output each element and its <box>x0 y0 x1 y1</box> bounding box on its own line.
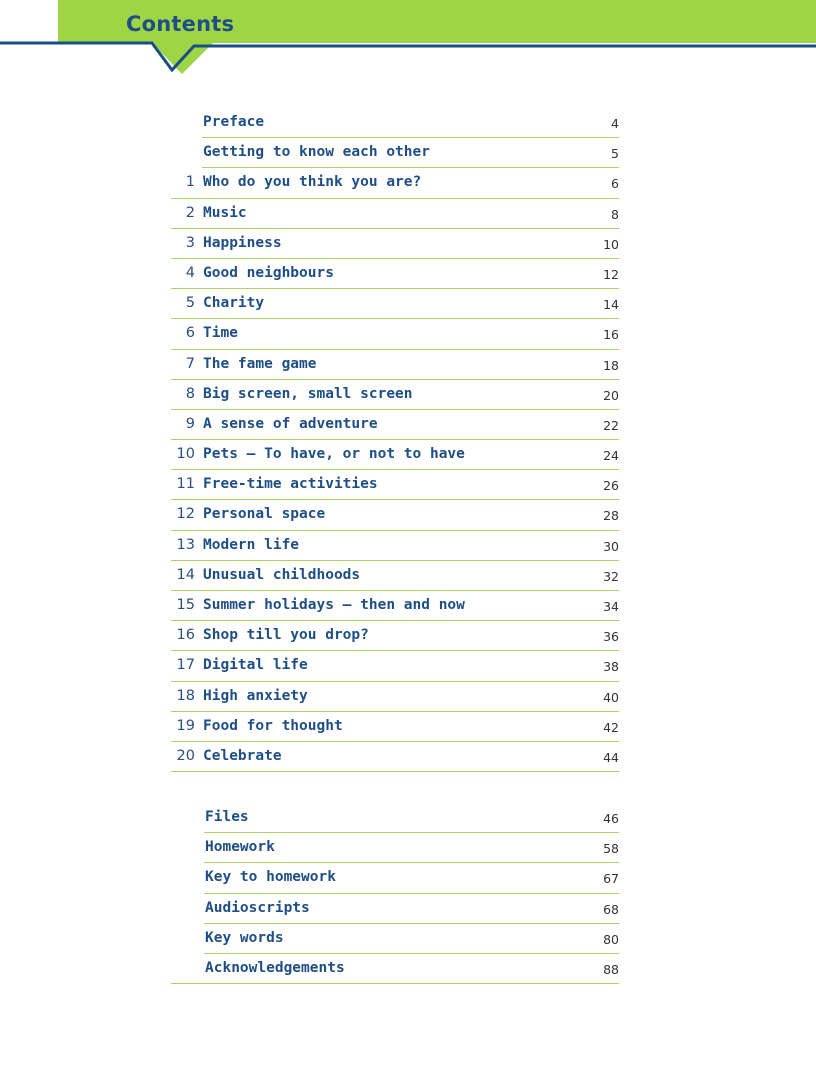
toc-entry <box>171 621 619 651</box>
toc-entry-page-number: 46 <box>603 811 619 826</box>
toc-entry-page-number: 58 <box>603 841 619 857</box>
toc-entry-page-number: 40 <box>603 689 619 705</box>
toc-entry-page-number: 4 <box>611 116 619 131</box>
toc-entry <box>171 380 619 410</box>
toc-entry-title: Food for thought <box>203 717 343 734</box>
toc-entry <box>171 319 619 349</box>
toc-entry-title: Who do you think you are? <box>203 174 422 191</box>
toc-entry <box>171 742 619 772</box>
toc-entry <box>171 803 619 833</box>
toc-entry <box>171 199 619 229</box>
toc-entry <box>171 591 619 621</box>
toc-entry-number: 18 <box>176 687 195 704</box>
toc-entry-title: A sense of adventure <box>203 415 378 432</box>
toc-entry-title: Key words <box>205 929 284 946</box>
toc-entry <box>171 138 619 168</box>
toc-entry-page-number: 44 <box>603 749 619 765</box>
toc-entry <box>171 894 619 924</box>
toc-entry-page-number: 36 <box>603 629 619 645</box>
toc-entry-number: 10 <box>176 446 195 463</box>
toc-entry-page-number: 26 <box>603 478 619 494</box>
toc-entry-number: 13 <box>176 536 195 553</box>
toc-entry-title: Audioscripts <box>205 899 310 916</box>
toc-entry-title: Free-time activities <box>203 476 378 493</box>
toc-entry <box>171 682 619 712</box>
toc-entry <box>171 863 619 893</box>
toc-entry-page-number: 18 <box>603 357 619 373</box>
toc-entry-number: 1 <box>185 174 195 191</box>
toc-entry-number: 6 <box>185 325 195 342</box>
toc-entry-number: 20 <box>176 747 195 764</box>
toc-entry-number: 15 <box>176 597 195 613</box>
toc-entry-number: 7 <box>185 355 195 372</box>
toc-entry-number: 3 <box>185 234 195 251</box>
toc-entry-number: 16 <box>176 627 195 644</box>
toc-entry-page-number: 68 <box>603 901 619 917</box>
toc-entry-title: Big screen, small screen <box>203 385 413 402</box>
toc-entry-page-number: 28 <box>603 508 619 524</box>
toc-entry-page-number: 6 <box>611 176 619 192</box>
toc-entry <box>171 531 619 561</box>
toc-entry-number: 17 <box>176 657 195 674</box>
toc-entry <box>171 168 619 198</box>
toc-appendix-list <box>171 803 619 984</box>
toc-entry-title: High anxiety <box>203 687 308 704</box>
toc-entry <box>171 440 619 470</box>
toc-entry-page-number: 34 <box>603 599 619 614</box>
toc-entry-page-number: 42 <box>603 719 619 735</box>
toc-entry <box>171 229 619 259</box>
toc-entry-number: 11 <box>176 476 195 493</box>
toc-entry-number: 2 <box>185 204 195 221</box>
toc-entry-title: Files <box>205 809 249 825</box>
page-title: Contents <box>126 12 235 36</box>
toc-entry <box>171 712 619 742</box>
toc-entry <box>171 259 619 289</box>
toc-entry-page-number: 88 <box>603 961 619 977</box>
toc-entry-page-number: 24 <box>603 448 619 464</box>
toc-entry-page-number: 38 <box>603 659 619 675</box>
toc-entry-title: Summer holidays – then and now <box>203 597 465 613</box>
toc-entry-title: Personal space <box>203 506 326 523</box>
toc-entry <box>171 289 619 319</box>
toc-entry-page-number: 10 <box>603 236 619 252</box>
toc-entry <box>171 410 619 440</box>
toc-entry-title: The fame game <box>203 355 317 372</box>
toc-entry <box>171 350 619 380</box>
toc-entry-page-number: 5 <box>611 146 619 162</box>
toc-entry <box>171 924 619 954</box>
toc-entry <box>171 108 619 138</box>
toc-entry-page-number: 20 <box>603 387 619 403</box>
toc-entry-title: Good neighbours <box>203 264 334 281</box>
toc-entry-page-number: 30 <box>603 538 619 554</box>
toc-entry-title: Digital life <box>203 657 308 674</box>
toc-entry-page-number: 80 <box>603 931 619 947</box>
toc-entry-title: Key to homework <box>205 869 336 886</box>
toc-entry-page-number: 14 <box>603 297 619 313</box>
toc-entry <box>171 500 619 530</box>
toc-entry-title: Getting to know each other <box>203 144 430 161</box>
toc-entry <box>171 833 619 863</box>
toc-entry-title: Charity <box>203 295 265 312</box>
toc-entry-title: Unusual childhoods <box>203 566 361 583</box>
toc-entry-number: 19 <box>176 717 195 734</box>
toc-entry-title: Homework <box>205 839 275 856</box>
toc-entry-title: Shop till you drop? <box>203 627 369 644</box>
toc-entry-number: 4 <box>185 264 195 281</box>
toc-entry-page-number: 16 <box>603 327 619 343</box>
toc-entry-title: Pets – To have, or not to have <box>203 446 465 463</box>
toc-entry-page-number: 8 <box>611 206 619 222</box>
toc-entry <box>171 651 619 681</box>
toc-entry-title: Acknowledgements <box>205 959 345 976</box>
toc-entry-number: 12 <box>176 506 195 523</box>
toc-entry <box>171 954 619 984</box>
toc-main-list <box>171 108 619 772</box>
toc-entry-number: 8 <box>185 385 195 402</box>
toc-entry-page-number: 67 <box>603 871 619 887</box>
toc-entry-page-number: 22 <box>603 417 619 433</box>
toc-entry <box>171 561 619 591</box>
toc-entry-title: Music <box>203 204 247 221</box>
toc-entry-title: Celebrate <box>203 747 282 764</box>
toc-entry-title: Happiness <box>203 234 282 251</box>
toc-entry-title: Preface <box>203 114 265 130</box>
toc-entry-number: 5 <box>185 295 195 312</box>
toc-entry <box>171 470 619 500</box>
toc-entry-page-number: 32 <box>603 568 619 584</box>
toc-entry-title: Modern life <box>203 536 300 553</box>
header-banner-graphic <box>0 0 816 80</box>
toc-entry-number: 9 <box>185 415 195 432</box>
toc-entry-page-number: 12 <box>603 266 619 282</box>
contents-header <box>0 0 816 80</box>
toc-entry-title: Time <box>203 325 238 342</box>
toc-entry-number: 14 <box>176 566 195 583</box>
